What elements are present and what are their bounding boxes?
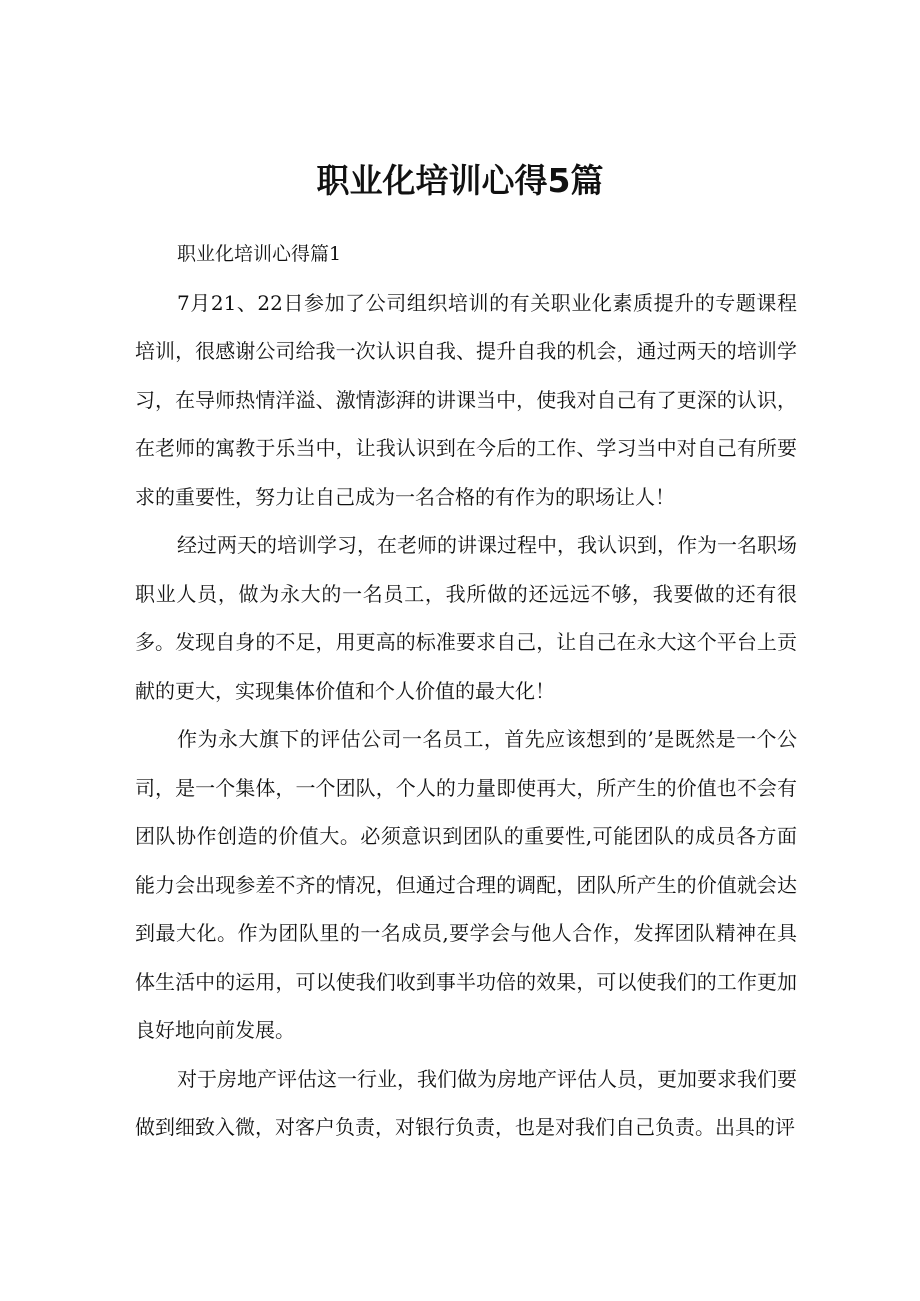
document-title: 职业化培训心得5篇 — [316, 161, 604, 200]
document-body — [135, 230, 797, 1152]
section-heading: 职业化培训心得篇1 — [177, 243, 342, 265]
paragraph-4: 对于房地产评估这一行业，我们做为房地产评估人员，更加要求我们要做到细致入微，对客户负责，对银行负责，也是对我们自己负责。出具的评 — [135, 1066, 797, 1139]
paragraph-2: 经过两天的培训学习，在老师的讲课过程中，我认识到，作为一名职场职业人员，做为永大的一名员工，我所做的还远远不够，我要做的还有很多。发现自身的不足，用更高的标准要求自己，让自己在永大这个平台上贡献的更大，实现集体价值和个人价值的最大化！ — [135, 533, 797, 703]
paragraph-1: 7月21、22日参加了公司组织培训的有关职业化素质提升的专题课程培训，很感谢公司给我一次认识自我、提升自我的机会，通过两天的培训学习，在导师热情洋溢、激情澎湃的讲课当中，使我对自己有了更深的认识，在老师的寓教于乐当中，让我认识到在今后的工作、学习当中对自己有所要求的重要性，努力让自己成为一名合格的有作为的职场让人！ — [135, 290, 797, 509]
paragraph-3: 作为永大旗下的评估公司一名员工，首先应该想到的’是既然是一个公司，是一个集体，一个团队，个人的力量即使再大，所产生的价值也不会有团队协作创造的价值大。必须意识到团队的重要性,可能团队的成员各方面能力会出现参差不齐的情况，但通过合理的调配，团队所产生的价值就会达到最大化。作为团队里的一名成员,要学会与他人合作，发挥团队精神在具体生活中的运用，可以使我们收到事半功倍的效果，可以使我们的工作更加良好地向前发展。 — [135, 727, 797, 1042]
